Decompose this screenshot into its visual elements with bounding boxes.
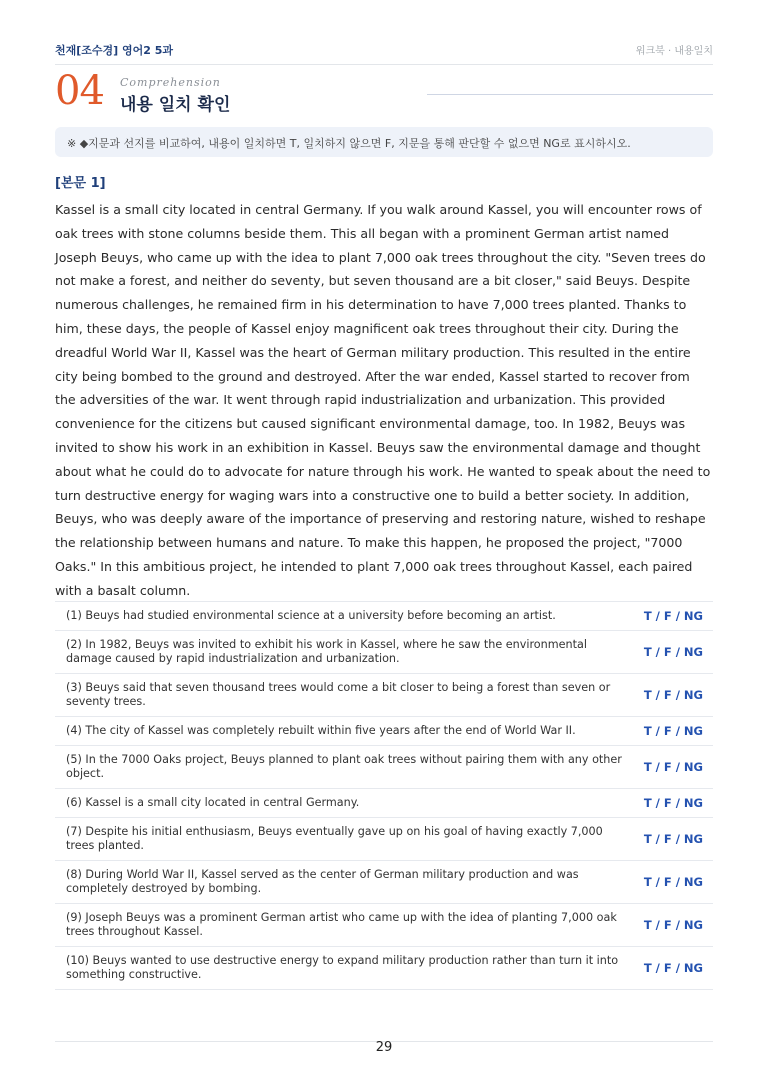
answer-options[interactable]: T / F / NG [643,609,703,623]
section-title: 내용 일치 확인 [120,95,231,115]
answer-options[interactable]: T / F / NG [643,796,703,810]
answer-options[interactable]: T / F / NG [643,645,703,659]
instruction-box [55,127,713,157]
answer-options[interactable]: T / F / NG [643,832,703,846]
course-breadcrumb: 천재[조수경] 영어2 5과 [55,44,174,57]
question-row [55,602,713,631]
question-row [55,746,713,789]
question-row [55,631,713,674]
instruction-text: ※ ◆지문과 선지를 비교하여, 내용이 일치하면 T, 일치하지 않으면 F, 지문을 통해 판단할 수 없으면 NG로 표시하시오. [67,137,631,150]
answer-options[interactable]: T / F / NG [643,918,703,932]
question-table [55,601,713,990]
answer-options[interactable]: T / F / NG [643,875,703,889]
section-header [55,68,713,116]
question-row [55,904,713,947]
section-subtitle: Comprehension [120,76,221,89]
answer-options[interactable]: T / F / NG [643,760,703,774]
question-row [55,818,713,861]
answer-options[interactable]: T / F / NG [643,961,703,975]
question-text: (2) In 1982, Beuys was invited to exhibit his work in Kassel, where he saw the environmental damage caused by rapid industrialization and urbanization. [66,638,587,665]
question-text: (3) Beuys said that seven thousand trees would come a bit closer to being a forest than seven or seventy trees. [66,681,611,708]
passage-label: [본문 1] [55,176,106,191]
question-text: (4) The city of Kassel was completely rebuilt within five years after the end of World War II. [66,724,576,737]
header-divider [427,94,713,95]
answer-options[interactable]: T / F / NG [643,724,703,738]
question-row [55,861,713,904]
question-text: (8) During World War II, Kassel served as the center of German military production and was completely destroyed by bombing. [66,868,579,895]
question-row [55,947,713,990]
answer-options[interactable]: T / F / NG [643,688,703,702]
section-breadcrumb: 워크북 · 내용일치 [635,46,713,57]
question-row [55,789,713,818]
question-text: (5) In the 7000 Oaks project, Beuys planned to plant oak trees without pairing them with any other object. [66,753,622,780]
top-bar [55,42,713,65]
question-text: (10) Beuys wanted to use destructive energy to expand military production rather than turn it into something constructive. [66,954,619,981]
question-row [55,717,713,746]
reading-passage: Kassel is a small city located in central Germany. If you walk around Kassel, you will encounter rows of oak trees with stone columns beside them. This all began with a prominent German artist named Joseph Beuys, who came up with the idea to plant 7,000 oak trees throughout the city. "Seven trees do not make a forest, and neither do seventy, but seven thousand are a bit closer," said Beuys. Despite numerous challenges, he remained firm in his determination to have 7,000 trees planted. Thanks to him, these days, the people of Kassel enjoy magnificent oak trees throughout their city. During the dreadful World War II, Kassel was the heart of German military production. This resulted in the entire city being bombed to the ground and destroyed. After the war ended, Kassel started to recover from the adversities of the war. It went through rapid industrialization and urbanization. This provided convenience for the citizens but caused significant environmental damage, too. In 1982, Beuys was invited to show his work in an exhibition in Kassel. Beuys saw the environmental damage and thought about what he could do to advocate for nature through his work. He wanted to speak about the need to turn destructive energy for waging wars into a constructive one to build a better society. In addition, Beuys, who was deeply aware of the importance of preserving and restoring nature, wished to reshape the relationship between humans and nature. To make this happen, he proposed the project, "7000 Oaks." In this ambitious project, he intended to plant 7,000 oak trees throughout Kassel, each paired with a basalt column. [55,202,711,598]
question-text: (7) Despite his initial enthusiasm, Beuys eventually gave up on his goal of having exactly 7,000 trees planted. [66,825,603,852]
question-text: (9) Joseph Beuys was a prominent German artist who came up with the idea of planting 7,000 oak trees throughout Kassel. [66,911,617,938]
page-number: 29 [375,1040,393,1055]
section-number: 04 [55,68,104,114]
question-text: (1) Beuys had studied environmental science at a university before becoming an artist. [66,609,556,622]
question-row [55,674,713,717]
question-text: (6) Kassel is a small city located in central Germany. [66,796,360,809]
